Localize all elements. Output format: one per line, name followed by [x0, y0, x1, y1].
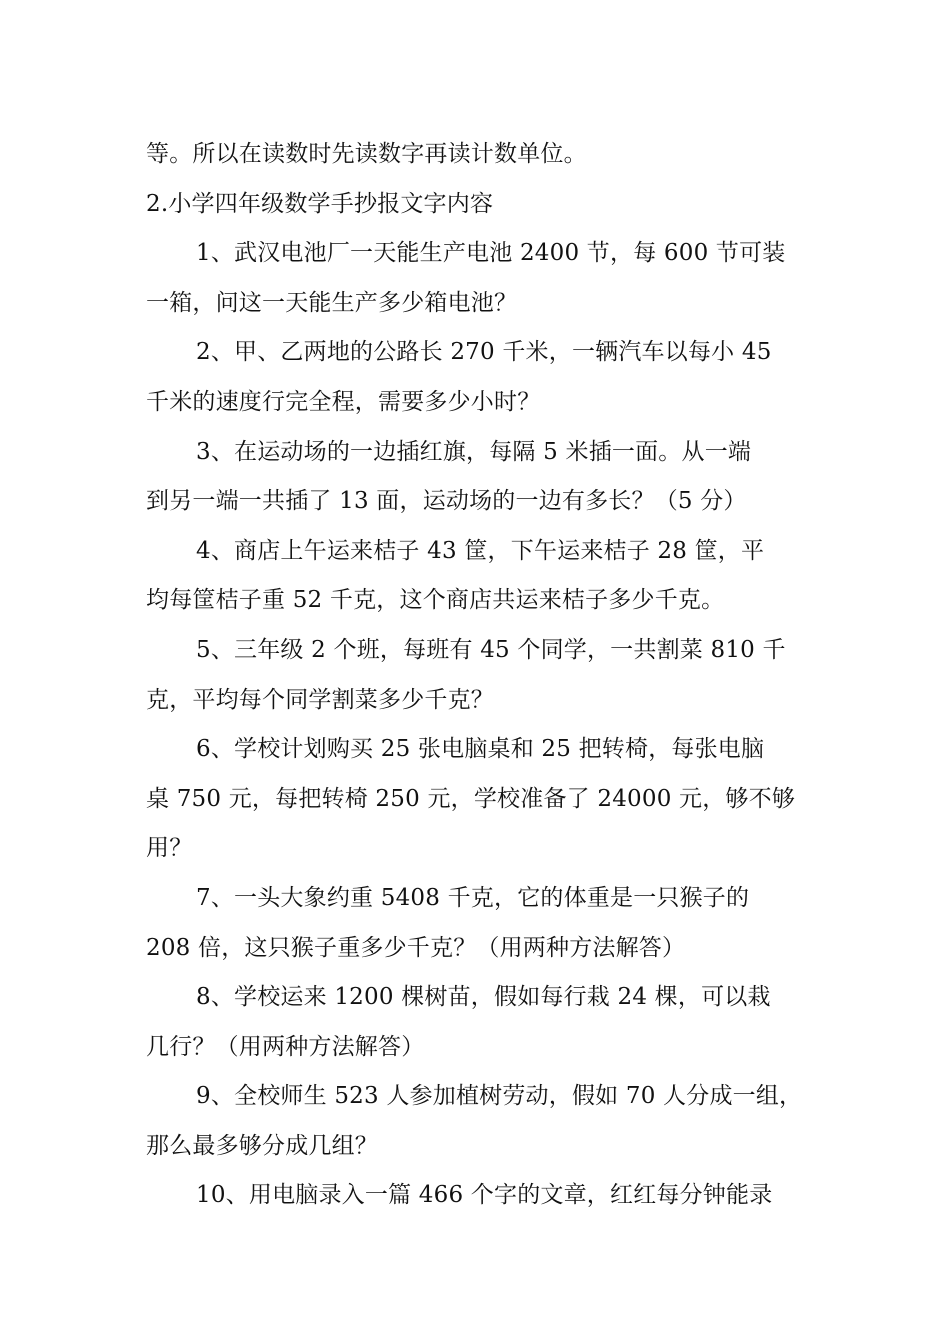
question-5-line: 5、三年级 2 个班，每班有 45 个同学，一共割菜 810 千	[196, 636, 786, 663]
question-2-line: 千米的速度行完全程，需要多少小时？	[146, 388, 541, 415]
section-heading: 2.小学四年级数学手抄报文字内容	[146, 190, 494, 217]
question-3-line: 到另一端一共插了 13 面，运动场的一边有多长？（5 分）	[146, 488, 747, 515]
question-6-line: 桌 750 元，每把转椅 250 元，学校准备了 24000 元，够不够	[146, 785, 796, 812]
question-1-line: 1、武汉电池厂一天能生产电池 2400 节，每 600 节可装	[196, 240, 786, 267]
question-2-line: 2、甲、乙两地的公路长 270 千米，一辆汽车以每小 45	[196, 339, 772, 366]
question-10-line: 10、用电脑录入一篇 466 个字的文章，红红每分钟能录	[196, 1182, 773, 1209]
question-6-line: 用？	[146, 835, 193, 862]
question-1-line: 一箱，问这一天能生产多少箱电池？	[146, 289, 518, 316]
document-text-block	[146, 130, 810, 1221]
question-5-line: 克，平均每个同学割菜多少千克？	[146, 686, 494, 713]
question-3-line: 3、在运动场的一边插红旗，每隔 5 米插一面。从一端	[196, 438, 752, 465]
question-8-line: 8、学校运来 1200 棵树苗，假如每行栽 24 棵，可以栽	[196, 984, 771, 1011]
question-6-line: 6、学校计划购买 25 张电脑桌和 25 把转椅，每张电脑	[196, 736, 765, 763]
question-9-line: 那么最多够分成几组？	[146, 1132, 378, 1159]
question-4-line: 4、商店上午运来桔子 43 筐，下午运来桔子 28 筐，平	[196, 537, 765, 564]
question-7-line: 7、一头大象约重 5408 千克，它的体重是一只猴子的	[196, 884, 750, 911]
text-line: 等。所以在读数时先读数字再读计数单位。	[146, 141, 587, 167]
question-4-line: 均每筐桔子重 52 千克，这个商店共运来桔子多少千克。	[146, 587, 725, 614]
question-9-line: 9、全校师生 523 人参加植树劳动，假如 70 人分成一组，	[196, 1083, 803, 1110]
question-8-line: 几行？（用两种方法解答）	[146, 1033, 425, 1060]
question-7-line: 208 倍，这只猴子重多少千克？（用两种方法解答）	[146, 934, 686, 961]
